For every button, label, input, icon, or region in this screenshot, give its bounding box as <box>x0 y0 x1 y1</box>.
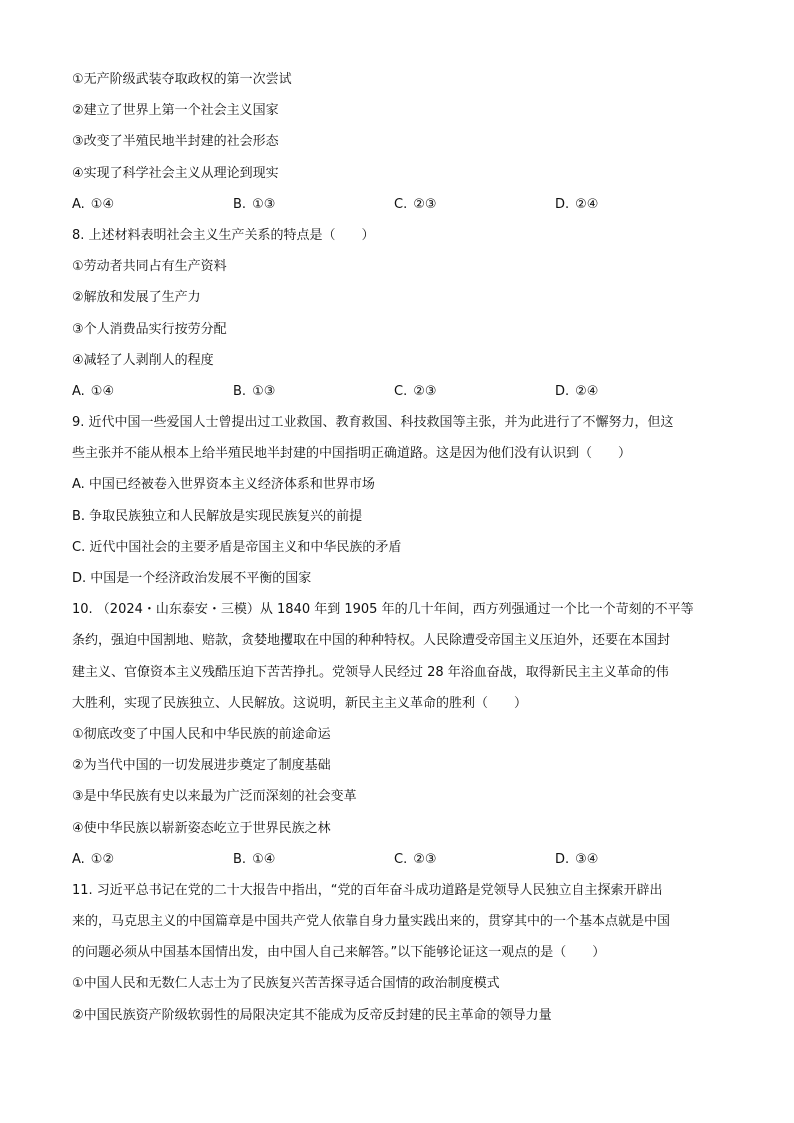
q10-item-1: ①彻底改变了中国人民和中华民族的前途命运 <box>72 726 331 742</box>
option-text: ①④ <box>90 383 115 399</box>
q7-option-a <box>72 189 233 220</box>
option-key: C. <box>394 196 408 212</box>
option-text: ①③ <box>252 196 276 212</box>
q10-item-4: ④使中华民族以崭新姿态屹立于世界民族之林 <box>72 820 331 836</box>
q9-choice-d: D. 中国是一个经济政治发展不平衡的国家 <box>72 571 312 586</box>
q10-option-d <box>555 844 716 875</box>
q7-option-d <box>555 189 716 220</box>
q10-option-b <box>233 844 394 875</box>
q7-option-b <box>233 189 394 220</box>
q8-options <box>72 376 732 407</box>
q11-item-2: ②中国民族资产阶级软弱性的局限决定其不能成为反帝反封建的民主革命的领导力量 <box>72 1007 552 1023</box>
option-key: C. <box>394 383 408 399</box>
option-text: ①② <box>90 851 115 867</box>
q8-option-b <box>233 376 394 407</box>
q8-option-d <box>555 376 716 407</box>
option-text: ②④ <box>575 196 599 212</box>
q9-choice-a: A. 中国已经被卷入世界资本主义经济体系和世界市场 <box>72 477 375 493</box>
q9-choice-c: C. 近代中国社会的主要矛盾是帝国主义和中华民族的矛盾 <box>72 539 402 555</box>
q8-item-2: ②解放和发展了生产力 <box>72 290 201 306</box>
q7-option-c <box>394 189 555 220</box>
q11-item-1: ①中国人民和无数仁人志士为了民族复兴苦苦探寻适合国情的政治制度模式 <box>72 976 500 992</box>
q10-stem-line-2: 条约，强迫中国割地、赔款，贪婪地攫取在中国的种种特权。人民除遭受帝国主义压迫外，还要在本国封 <box>72 633 671 649</box>
option-text: ①④ <box>252 851 276 867</box>
option-key: C. <box>394 851 408 867</box>
option-key: D. <box>555 383 570 399</box>
q8-item-1: ①劳动者共同占有生产资料 <box>72 259 227 275</box>
q8-option-a <box>72 376 233 407</box>
option-key: B. <box>233 196 247 212</box>
option-text: ②④ <box>575 383 599 399</box>
q9-stem-line-2: 些主张并不能从根本上给半殖民地半封建的中国指明正确道路。这是因为他们没有认识到（ ） <box>72 446 632 462</box>
option-text: ①③ <box>252 383 276 399</box>
q7-item-2: ②建立了世界上第一个社会主义国家 <box>72 103 279 119</box>
q10-stem-line-3: 建主义、官僚资本主义残酷压迫下苦苦挣扎。党领导人民经过 28 年浴血奋战，取得新民主主义革命的伟 <box>72 664 669 680</box>
q10-option-a <box>72 844 233 875</box>
q9-choice-b: B. 争取民族独立和人民解放是实现民族复兴的前提 <box>72 508 363 524</box>
q8-item-3: ③个人消费品实行按劳分配 <box>72 321 227 337</box>
q7-options <box>72 189 732 220</box>
q10-stem-line-1: 10. （2024・山东泰安・三模）从 1840 年到 1905 年的几十年间，西方列强通过一个比一个苛刻的不平等 <box>72 602 694 618</box>
q10-option-c <box>394 844 555 875</box>
option-text: ②③ <box>413 383 437 399</box>
q7-item-3: ③改变了半殖民地半封建的社会形态 <box>72 134 279 150</box>
option-text: ②③ <box>413 851 437 867</box>
option-key: A. <box>72 383 85 399</box>
option-key: B. <box>233 383 247 399</box>
option-text: ③④ <box>575 851 599 867</box>
option-key: B. <box>233 851 247 867</box>
option-text: ②③ <box>413 196 437 212</box>
option-key: D. <box>555 851 570 867</box>
q7-item-4: ④实现了科学社会主义从理论到现实 <box>72 165 279 181</box>
q11-stem-line-3: 的问题必须从中国基本国情出发，由中国人自己来解答。”以下能够论证这一观点的是（ ） <box>72 945 606 961</box>
q7-item-1: ①无产阶级武装夺取政权的第一次尝试 <box>72 72 292 87</box>
q10-item-2: ②为当代中国的一切发展进步奠定了制度基础 <box>72 758 331 774</box>
q9-stem-line-1: 9. 近代中国一些爱国人士曾提出过工业救国、教育救国、科技救国等主张，并为此进行了不懈努力，但这 <box>72 415 674 431</box>
option-key: D. <box>555 196 570 212</box>
option-key: A. <box>72 851 85 867</box>
option-text: ①④ <box>90 196 115 212</box>
document-page <box>72 64 732 1031</box>
q10-stem-line-4: 大胜利，实现了民族独立、人民解放。这说明，新民主主义革命的胜利（ ） <box>72 695 528 711</box>
option-key: A. <box>72 196 85 212</box>
q11-stem-line-2: 来的，马克思主义的中国篇章是中国共产党人依靠自身力量实践出来的，贯穿其中的一个基本点就是中国 <box>72 914 671 930</box>
q8-option-c <box>394 376 555 407</box>
q11-stem-line-1: 11. 习近平总书记在党的二十大报告中指出，“党的百年奋斗成功道路是党领导人民独立自主探索开辟出 <box>72 882 663 898</box>
q8-stem: 8. 上述材料表明社会主义生产关系的特点是（ ） <box>72 227 375 243</box>
q8-item-4: ④减轻了人剥削人的程度 <box>72 352 214 368</box>
q10-options <box>72 844 732 875</box>
q10-item-3: ③是中华民族有史以来最为广泛而深刻的社会变革 <box>72 789 357 805</box>
